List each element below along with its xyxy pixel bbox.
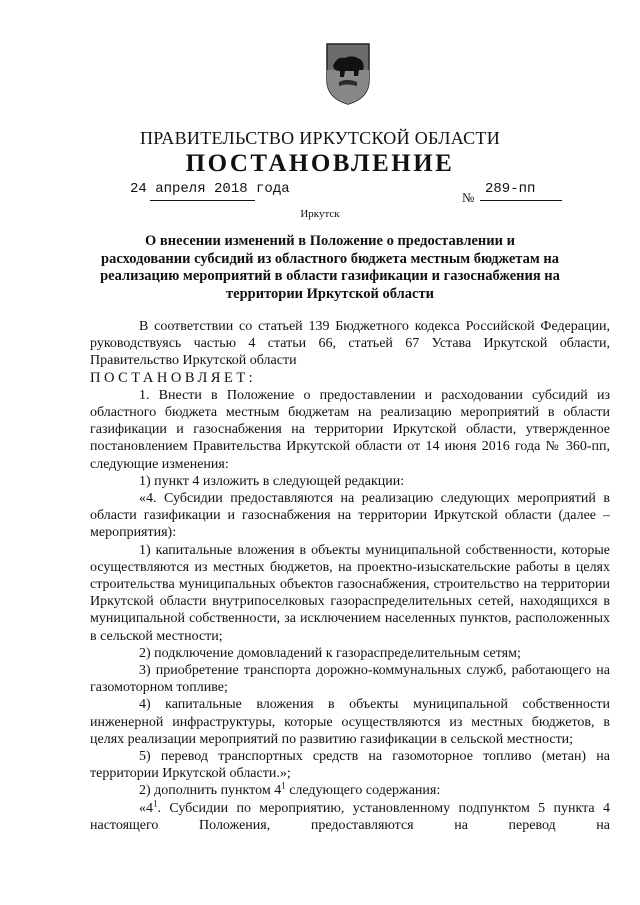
point-4-1-text-a: «4 [139, 800, 153, 816]
list-item-5: 5) перевод транспортных средств на газомоторное топливо (метан) на территории Иркутской области.»; [90, 749, 610, 782]
decree-word: ПОСТАНОВЛЯЕТ: [90, 369, 257, 386]
paragraph-item-1: 1) пункт 4 изложить в следующей редакции: [139, 473, 405, 489]
number-sign: № [462, 190, 475, 205]
list-item-1: 1) капитальные вложения в объекты муниципальной собственности, которые осуществляются из местных бюджетов, на проектно-изыскательские работы в целях строительства муниципальных объектов газоснабжения, строительство на территории Иркутской области внутрипоселковых газораспределительных сетей, находящихся в муниципальной собственности, за исключением населенных пунктов, расположенных в сельской местности; [90, 542, 610, 644]
document-body [90, 318, 610, 834]
paragraph-point-4-1 [90, 800, 610, 834]
government-name: ПРАВИТЕЛЬСТВО ИРКУТСКОЙ ОБЛАСТИ [139, 128, 501, 148]
item-2-text-a: 2) дополнить пунктом 4 [139, 783, 282, 799]
number-underline [480, 200, 562, 201]
document-number: 289-пп [485, 181, 536, 197]
intro-paragraph: В соответствии со статьей 139 Бюджетного кодекса Российской Федерации, руководствуясь частью 4 статьи 66, статьей 67 Устава Иркутской области, Правительство Иркутской области [90, 319, 610, 369]
paragraph-point-4: «4. Субсидии предоставляются на реализацию следующих мероприятий в области газификации и газоснабжения на территории Иркутской области (далее – мероприятия): [90, 491, 610, 541]
document-date: 24 апреля 2018 года [130, 181, 290, 197]
list-item-4: 4) капитальные вложения в объекты муниципальной собственности инженерной инфраструктуры, которые осуществляются из местных бюджетов, в целях реализации мероприятий по развитию газификации в сельской местности; [90, 697, 610, 747]
date-underline [150, 200, 255, 201]
coat-of-arms-emblem [323, 40, 373, 106]
document-type: ПОСТАНОВЛЕНИЕ [185, 150, 455, 177]
point-4-1-superscript: 1 [153, 798, 158, 809]
paragraph-item-2 [90, 782, 610, 799]
city-name: Иркутск [300, 208, 340, 220]
item-2-superscript: 1 [281, 780, 286, 791]
point-4-1-text-b: . Субсидии по мероприятию, установленному подпунктом 5 пункта 4 настоящего Положения, предоставляются на перевод на [90, 800, 610, 833]
paragraph-1: 1. Внести в Положение о предоставлении и расходовании субсидий из областного бюджета местным бюджетам на реализацию мероприятий в области газификации и газоснабжения на территории Иркутской области, утвержденное постановлением Правительства Иркутской области от 14 июня 2016 года № 360-пп, следующие изменения: [90, 387, 610, 472]
item-2-text-b: следующего содержания: [285, 783, 441, 799]
document-title: О внесении изменений в Положение о предоставлении и расходовании субсидий из областного бюджета местным бюджетам на реализацию мероприятий в области газификации и газоснабжения на территории Иркутской области [100, 233, 560, 302]
list-item-3: 3) приобретение транспорта дорожно-коммунальных служб, работающего на газомоторном топливе; [90, 663, 610, 696]
list-item-2: 2) подключение домовладений к газораспределительным сетям; [139, 645, 521, 661]
